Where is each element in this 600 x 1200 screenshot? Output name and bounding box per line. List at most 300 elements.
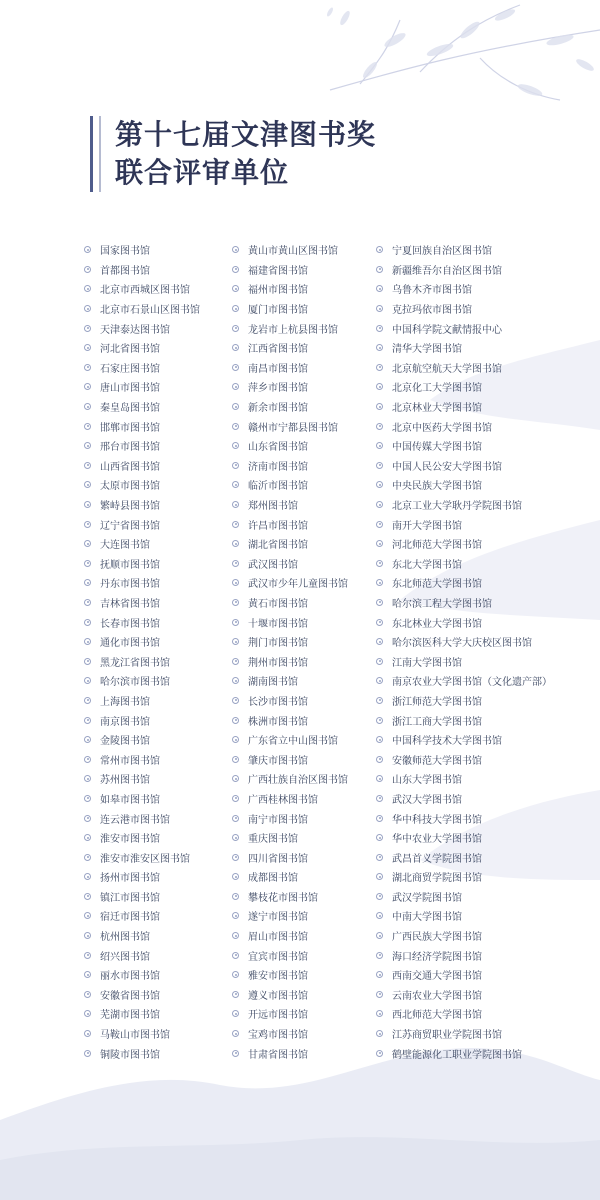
- list-item: [232, 749, 376, 769]
- list-item: [376, 730, 554, 750]
- library-name: 华中科技大学图书馆: [392, 814, 482, 826]
- library-name: 山东省图书馆: [248, 442, 308, 454]
- library-name: 克拉玛依市图书馆: [392, 305, 472, 317]
- library-name: 株洲市图书馆: [248, 716, 308, 728]
- bullet-icon: [84, 481, 91, 488]
- list-item: [376, 965, 554, 985]
- bullet-icon: [84, 756, 91, 763]
- library-name: 淮安市淮安区图书馆: [100, 853, 190, 865]
- list-item: [376, 573, 554, 593]
- list-item: [232, 867, 376, 887]
- list-item: [232, 1004, 376, 1024]
- list-item: [84, 299, 232, 319]
- bullet-icon: [84, 619, 91, 626]
- library-name: 许昌市图书馆: [248, 520, 308, 532]
- library-name: 新疆维吾尔自治区图书馆: [392, 265, 502, 277]
- bullet-icon: [84, 834, 91, 841]
- list-item: [232, 887, 376, 907]
- list-item: [376, 416, 554, 436]
- bullet-icon: [84, 893, 91, 900]
- library-name: 南昌市图书馆: [248, 363, 308, 375]
- library-name: 武汉学院图书馆: [392, 892, 462, 904]
- library-name: 龙岩市上杭县图书馆: [248, 324, 338, 336]
- library-name: 四川省图书馆: [248, 853, 308, 865]
- leaf-cluster: [326, 7, 596, 99]
- bullet-icon: [376, 991, 383, 998]
- bullet-icon: [376, 775, 383, 782]
- library-name: 武汉图书馆: [248, 559, 298, 571]
- list-item: [84, 593, 232, 613]
- library-name: 扬州市图书馆: [100, 873, 160, 885]
- list-item: [84, 318, 232, 338]
- list-item: [232, 299, 376, 319]
- bullet-icon: [232, 619, 239, 626]
- bullet-icon: [232, 717, 239, 724]
- library-name: 湖北省图书馆: [248, 540, 308, 552]
- library-name: 北京化工大学图书馆: [392, 383, 482, 395]
- list-item: [84, 789, 232, 809]
- library-name: 广西桂林图书馆: [248, 794, 318, 806]
- library-name: 萍乡市图书馆: [248, 383, 308, 395]
- list-item: [376, 945, 554, 965]
- list-item: [232, 240, 376, 260]
- list-item: [376, 749, 554, 769]
- bullet-icon: [84, 560, 91, 567]
- bullet-icon: [232, 1050, 239, 1057]
- list-item: [376, 299, 554, 319]
- list-item: [232, 1043, 376, 1063]
- list-item: [84, 632, 232, 652]
- library-name: 重庆图书馆: [248, 834, 298, 846]
- bullet-icon: [376, 344, 383, 351]
- list-item: [376, 710, 554, 730]
- list-item: [376, 436, 554, 456]
- library-name: 荆州市图书馆: [248, 657, 308, 669]
- bullet-icon: [84, 383, 91, 390]
- bullet-icon: [84, 423, 91, 430]
- library-name: 中国传媒大学图书馆: [392, 442, 482, 454]
- library-name: 辽宁省图书馆: [100, 520, 160, 532]
- list-item: [84, 867, 232, 887]
- list-item: [232, 671, 376, 691]
- bullet-icon: [84, 462, 91, 469]
- library-name: 山西省图书馆: [100, 461, 160, 473]
- bullet-icon: [84, 736, 91, 743]
- library-name: 东北林业大学图书馆: [392, 618, 482, 630]
- list-item: [376, 1004, 554, 1024]
- list-item: [232, 554, 376, 574]
- library-name: 宿迁市图书馆: [100, 912, 160, 924]
- library-name: 中国科学院文献情报中心: [392, 324, 502, 336]
- library-name: 安徽师范大学图书馆: [392, 755, 482, 767]
- bullet-icon: [84, 364, 91, 371]
- list-item: [376, 651, 554, 671]
- list-item: [84, 1043, 232, 1063]
- list-item: [232, 279, 376, 299]
- list-item: [84, 260, 232, 280]
- bullet-icon: [232, 1030, 239, 1037]
- list-item: [84, 612, 232, 632]
- library-name: 天津泰达图书馆: [100, 324, 170, 336]
- bullet-icon: [84, 991, 91, 998]
- library-name: 广西民族大学图书馆: [392, 932, 482, 944]
- library-name: 南京农业大学图书馆（文化遗产部）: [392, 677, 552, 689]
- list-item: [84, 338, 232, 358]
- bullet-icon: [376, 717, 383, 724]
- library-name: 镇江市图书馆: [100, 892, 160, 904]
- list-column-3: [376, 240, 554, 1063]
- library-name: 连云港市图书馆: [100, 814, 170, 826]
- list-item: [376, 789, 554, 809]
- library-name: 湖北商贸学院图书馆: [392, 873, 482, 885]
- library-name: 唐山市图书馆: [100, 383, 160, 395]
- bullet-icon: [84, 540, 91, 547]
- library-name: 秦皇岛图书馆: [100, 403, 160, 415]
- list-item: [232, 416, 376, 436]
- library-name: 铜陵市图书馆: [100, 1049, 160, 1061]
- bullet-icon: [376, 952, 383, 959]
- list-item: [376, 554, 554, 574]
- library-name: 北京航空航天大学图书馆: [392, 363, 502, 375]
- bullet-icon: [376, 462, 383, 469]
- list-item: [376, 769, 554, 789]
- list-item: [232, 730, 376, 750]
- bullet-icon: [232, 854, 239, 861]
- list-item: [376, 240, 554, 260]
- bullet-icon: [232, 658, 239, 665]
- library-name: 肇庆市图书馆: [248, 755, 308, 767]
- bullet-icon: [232, 912, 239, 919]
- bullet-icon: [232, 521, 239, 528]
- bullet-icon: [376, 305, 383, 312]
- bullet-icon: [232, 932, 239, 939]
- bullet-icon: [232, 481, 239, 488]
- library-name: 荆门市图书馆: [248, 638, 308, 650]
- list-item: [84, 749, 232, 769]
- list-item: [84, 691, 232, 711]
- list-item: [232, 318, 376, 338]
- bullet-icon: [232, 599, 239, 606]
- library-name: 海口经济学院图书馆: [392, 951, 482, 963]
- page-title: [115, 116, 376, 192]
- bullet-icon: [376, 325, 383, 332]
- library-name: 临沂市图书馆: [248, 481, 308, 493]
- library-name: 长沙市图书馆: [248, 696, 308, 708]
- library-name: 马鞍山市图书馆: [100, 1030, 170, 1042]
- library-name: 山东大学图书馆: [392, 775, 462, 787]
- bullet-icon: [376, 893, 383, 900]
- list-item: [232, 945, 376, 965]
- library-name: 北京市西城区图书馆: [100, 285, 190, 297]
- list-item: [232, 495, 376, 515]
- list-item: [84, 769, 232, 789]
- list-item: [376, 691, 554, 711]
- bullet-icon: [84, 1050, 91, 1057]
- bullet-icon: [84, 873, 91, 880]
- library-name: 河北省图书馆: [100, 344, 160, 356]
- library-name: 西南交通大学图书馆: [392, 971, 482, 983]
- list-item: [232, 710, 376, 730]
- bullet-icon: [376, 540, 383, 547]
- bullet-icon: [232, 305, 239, 312]
- bullet-icon: [232, 442, 239, 449]
- library-name: 十堰市图书馆: [248, 618, 308, 630]
- title-line-1: 第十七届文津图书奖: [115, 118, 377, 151]
- bullet-icon: [84, 1010, 91, 1017]
- title-block: [90, 116, 376, 192]
- library-name: 福建省图书馆: [248, 265, 308, 277]
- bullet-icon: [376, 932, 383, 939]
- list-item: [84, 495, 232, 515]
- list-item: [376, 593, 554, 613]
- list-item: [84, 534, 232, 554]
- bullet-icon: [84, 403, 91, 410]
- bullet-icon: [232, 403, 239, 410]
- library-name: 长春市图书馆: [100, 618, 160, 630]
- library-name: 广东省立中山图书馆: [248, 736, 338, 748]
- list-item: [232, 926, 376, 946]
- list-item: [84, 808, 232, 828]
- bullet-icon: [84, 815, 91, 822]
- bullet-icon: [232, 991, 239, 998]
- bullet-icon: [84, 521, 91, 528]
- title-line-2: 联合评审单位: [115, 156, 290, 189]
- list-item: [376, 397, 554, 417]
- list-item: [84, 514, 232, 534]
- bullet-icon: [376, 1050, 383, 1057]
- library-name: 吉林省图书馆: [100, 598, 160, 610]
- bullet-icon: [232, 344, 239, 351]
- list-item: [376, 632, 554, 652]
- list-item: [84, 279, 232, 299]
- library-name: 武汉市少年儿童图书馆: [248, 579, 348, 591]
- list-item: [84, 847, 232, 867]
- list-item: [84, 358, 232, 378]
- library-name: 浙江师范大学图书馆: [392, 696, 482, 708]
- library-name: 杭州图书馆: [100, 932, 150, 944]
- bullet-icon: [376, 579, 383, 586]
- bullet-icon: [376, 501, 383, 508]
- library-name: 哈尔滨工程大学图书馆: [392, 598, 492, 610]
- library-name: 中央民族大学图书馆: [392, 481, 482, 493]
- list-item: [232, 769, 376, 789]
- bullet-icon: [376, 795, 383, 802]
- list-item: [84, 456, 232, 476]
- bullet-icon: [376, 521, 383, 528]
- list-item: [232, 338, 376, 358]
- bullet-icon: [232, 815, 239, 822]
- library-name: 武昌首义学院图书馆: [392, 853, 482, 865]
- bullet-icon: [232, 560, 239, 567]
- bullet-icon: [232, 638, 239, 645]
- list-item: [376, 867, 554, 887]
- library-name: 淮安市图书馆: [100, 834, 160, 846]
- list-item: [84, 377, 232, 397]
- bullet-icon: [376, 619, 383, 626]
- bullet-icon: [376, 383, 383, 390]
- bullet-icon: [84, 717, 91, 724]
- bullet-icon: [232, 246, 239, 253]
- library-name: 乌鲁木齐市图书馆: [392, 285, 472, 297]
- list-item: [232, 534, 376, 554]
- list-item: [84, 436, 232, 456]
- library-name: 东北大学图书馆: [392, 559, 462, 571]
- bullet-icon: [232, 775, 239, 782]
- list-item: [84, 1024, 232, 1044]
- list-item: [376, 612, 554, 632]
- list-item: [232, 789, 376, 809]
- list-item: [232, 436, 376, 456]
- bullet-icon: [376, 638, 383, 645]
- bullet-icon: [84, 697, 91, 704]
- bullet-icon: [232, 873, 239, 880]
- list-item: [84, 573, 232, 593]
- bullet-icon: [84, 285, 91, 292]
- bullet-icon: [232, 423, 239, 430]
- library-name: 雅安市图书馆: [248, 971, 308, 983]
- bullet-icon: [376, 677, 383, 684]
- list-item: [232, 847, 376, 867]
- library-name: 成都图书馆: [248, 873, 298, 885]
- bullet-icon: [84, 266, 91, 273]
- library-name: 济南市图书馆: [248, 461, 308, 473]
- library-name: 鹤壁能源化工职业学院图书馆: [392, 1049, 522, 1061]
- bullet-icon: [376, 1030, 383, 1037]
- library-name: 遵义市图书馆: [248, 990, 308, 1002]
- library-name: 宜宾市图书馆: [248, 951, 308, 963]
- title-accent-bar-light: [99, 116, 101, 192]
- bullet-icon: [232, 952, 239, 959]
- list-item: [232, 514, 376, 534]
- library-name: 黑龙江省图书馆: [100, 657, 170, 669]
- library-name: 安徽省图书馆: [100, 990, 160, 1002]
- list-item: [376, 906, 554, 926]
- bullet-icon: [232, 501, 239, 508]
- library-name: 北京中医药大学图书馆: [392, 422, 492, 434]
- bullet-icon: [232, 285, 239, 292]
- bullet-icon: [84, 442, 91, 449]
- bullet-icon: [232, 383, 239, 390]
- list-item: [376, 808, 554, 828]
- bullet-icon: [376, 423, 383, 430]
- list-item: [232, 828, 376, 848]
- list-item: [232, 651, 376, 671]
- bullet-icon: [84, 658, 91, 665]
- library-name: 眉山市图书馆: [248, 932, 308, 944]
- list-item: [232, 1024, 376, 1044]
- library-name: 丹东市图书馆: [100, 579, 160, 591]
- bullet-icon: [84, 344, 91, 351]
- list-item: [84, 1004, 232, 1024]
- bullet-icon: [232, 1010, 239, 1017]
- list-item: [84, 651, 232, 671]
- library-name: 浙江工商大学图书馆: [392, 716, 482, 728]
- library-name: 江南大学图书馆: [392, 657, 462, 669]
- bullet-icon: [232, 756, 239, 763]
- bullet-icon: [232, 266, 239, 273]
- list-item: [232, 808, 376, 828]
- bullet-icon: [232, 697, 239, 704]
- library-name: 抚顺市图书馆: [100, 559, 160, 571]
- list-item: [376, 847, 554, 867]
- bullet-icon: [376, 854, 383, 861]
- bullet-icon: [376, 266, 383, 273]
- bullet-icon: [84, 912, 91, 919]
- list-item: [376, 475, 554, 495]
- bullet-icon: [232, 540, 239, 547]
- list-item: [84, 710, 232, 730]
- list-item: [84, 730, 232, 750]
- library-name: 如皋市图书馆: [100, 794, 160, 806]
- bullet-icon: [376, 560, 383, 567]
- library-name: 繁峙县图书馆: [100, 501, 160, 513]
- list-item: [84, 926, 232, 946]
- library-name: 宝鸡市图书馆: [248, 1030, 308, 1042]
- bullet-icon: [376, 834, 383, 841]
- list-item: [232, 397, 376, 417]
- list-item: [376, 338, 554, 358]
- bullet-icon: [232, 834, 239, 841]
- list-item: [376, 377, 554, 397]
- library-name: 开远市图书馆: [248, 1010, 308, 1022]
- library-name: 石家庄图书馆: [100, 363, 160, 375]
- library-name: 绍兴图书馆: [100, 951, 150, 963]
- bullet-icon: [84, 501, 91, 508]
- library-name: 甘肃省图书馆: [248, 1049, 308, 1061]
- list-item: [376, 514, 554, 534]
- library-name: 北京林业大学图书馆: [392, 403, 482, 415]
- list-item: [376, 887, 554, 907]
- list-item: [232, 475, 376, 495]
- list-item: [232, 906, 376, 926]
- library-name: 北京工业大学耿丹学院图书馆: [392, 501, 522, 513]
- bullet-icon: [84, 971, 91, 978]
- list-column-2: [232, 240, 376, 1063]
- bullet-icon: [376, 658, 383, 665]
- library-name: 首都图书馆: [100, 265, 150, 277]
- library-name: 上海图书馆: [100, 696, 150, 708]
- library-name: 金陵图书馆: [100, 736, 150, 748]
- bullet-icon: [84, 325, 91, 332]
- bullet-icon: [376, 481, 383, 488]
- library-name: 湖南图书馆: [248, 677, 298, 689]
- title-accent-bar: [90, 116, 93, 192]
- library-name: 黄石市图书馆: [248, 598, 308, 610]
- list-item: [376, 926, 554, 946]
- bullet-icon: [84, 638, 91, 645]
- list-item: [84, 416, 232, 436]
- library-name: 苏州图书馆: [100, 775, 150, 787]
- bullet-icon: [376, 246, 383, 253]
- bullet-icon: [376, 599, 383, 606]
- bullet-icon: [376, 697, 383, 704]
- list-item: [232, 456, 376, 476]
- bullet-icon: [84, 854, 91, 861]
- list-item: [376, 279, 554, 299]
- library-name: 哈尔滨市图书馆: [100, 677, 170, 689]
- bullet-icon: [376, 736, 383, 743]
- list-item: [376, 534, 554, 554]
- bullet-icon: [376, 285, 383, 292]
- library-name: 国家图书馆: [100, 246, 150, 258]
- bullet-icon: [84, 1030, 91, 1037]
- library-name: 丽水市图书馆: [100, 971, 160, 983]
- library-name: 通化市图书馆: [100, 638, 160, 650]
- list-column-1: [84, 240, 232, 1063]
- bullet-icon: [84, 795, 91, 802]
- list-item: [84, 475, 232, 495]
- list-item: [376, 985, 554, 1005]
